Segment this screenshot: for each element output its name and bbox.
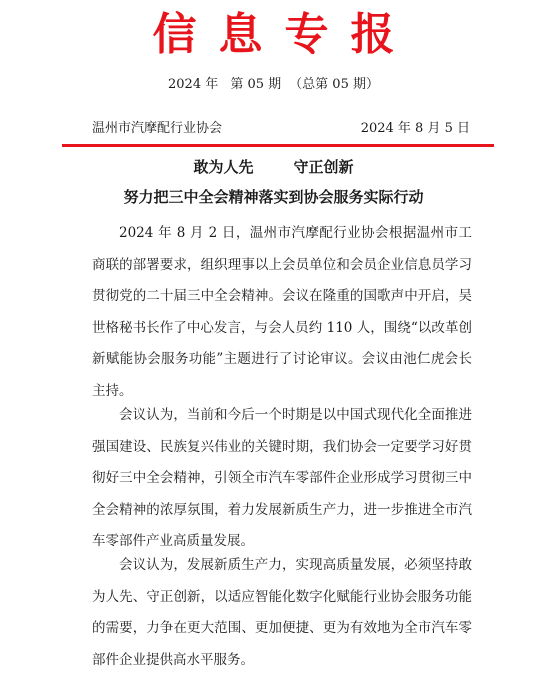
red-divider (62, 144, 494, 147)
issue-total: （总第 05 期） (289, 77, 379, 92)
issue-number: 第 05 期 (230, 77, 282, 92)
masthead-title: 信息专报 (152, 9, 417, 60)
publish-date: 2024 年 8 月 5 日 (360, 121, 470, 136)
body-paragraph-2: 会议认为，当前和今后一个时期是以中国式现代化全面推进强国建设、民族复兴伟业的关键时期，我们协会一定要学习好贯彻好三中全会精神，引领全市汽车零部件企业形成学习贯彻三中全会精神的浓厚氛围，着力发展新质生产力，进一步推进全市汽车零部件产业高质量发展。 (92, 407, 472, 550)
organization-name: 温州市汽摩配行业协会 (92, 121, 223, 136)
headline-line-1 (0, 156, 547, 178)
headline-left: 敢为人先 (193, 158, 254, 176)
meta-row (92, 120, 470, 138)
headline-right: 守正创新 (293, 158, 354, 176)
body-paragraph-3: 会议认为，发展新质生产力，实现高质量发展，必须坚持敢为人先、守正创新，以适应智能化数字化赋能行业协会服务功能的需要，力争在更大范围、更加便捷、更为有效地为全市汽车零部件企业提供高水平服务。 (92, 557, 472, 668)
body-paragraph-1: 2024 年 8 月 2 日，温州市汽摩配行业协会根据温州市工商联的部署要求，组织理事以上会员单位和会员企业信息员学习贯彻党的二十届三中全会精神。会议在隆重的国歌声中开启，吴世格秘书长作了中心发言，与会人员约 110 人，围绕“以改革创新赋能协会服务功能”主题进行了讨论审议。会议由池仁虎会长主持。 (92, 225, 472, 399)
issue-line (0, 76, 547, 94)
issue-year: 2024 年 (168, 77, 219, 92)
headline-line-2: 努力把三中全会精神落实到协会服务实际行动 (123, 188, 424, 206)
